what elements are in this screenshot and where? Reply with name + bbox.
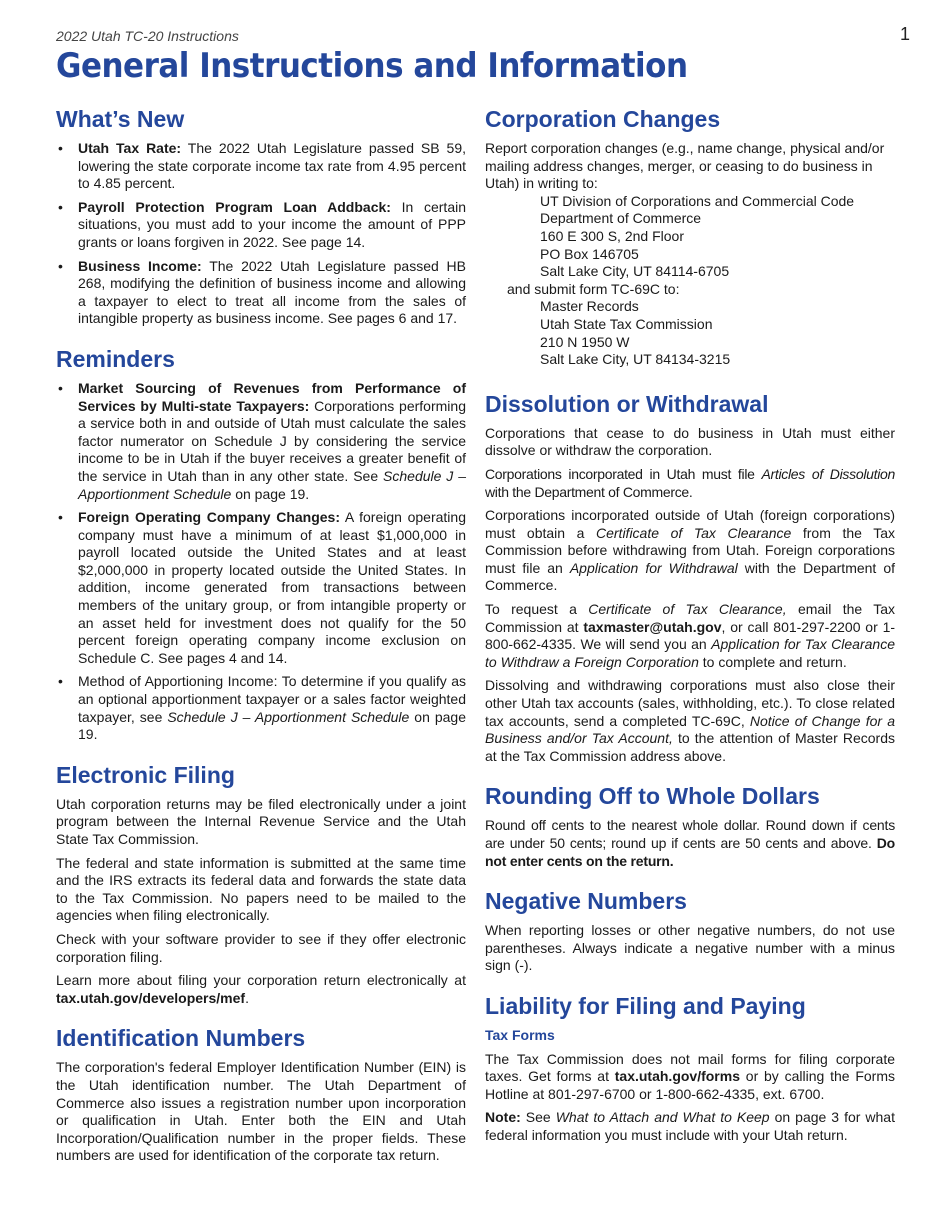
paragraph: Dissolving and withdrawing corporations must also close their other Utah tax accounts (sales, withholding, etc.). To close related tax accounts, send a completed TC-69C, Notice of Change for a Business and/or Tax Account, to the attention of Master Records at the Tax Commission address above. <box>485 677 895 764</box>
left-column <box>56 104 466 1181</box>
paragraph: When reporting losses or other negative numbers, do not use parentheses. Always indicate a negative number with a minus sign (-). <box>485 922 895 974</box>
identification-numbers-section <box>56 1023 466 1165</box>
rounding-section <box>485 781 895 870</box>
paragraph: Corporations that cease to do business in Utah must either dissolve or withdraw the corporation. <box>485 424 895 459</box>
commerce-address: UT Division of Corporations and Commercial Code Department of Commerce 160 E 300 S, 2nd Floor PO Box 146705 Salt Lake City, UT 84114-6705 <box>540 192 855 280</box>
electronic-filing-section <box>56 760 466 1008</box>
paragraph: The federal and state information is submitted at the same time and the IRS extracts its federal data and forwards the state data to the Tax Commission. No papers need to be mailed to the agencies when filing electronically. <box>56 854 466 924</box>
corporation-changes-section <box>485 104 895 369</box>
paragraph: Note: See What to Attach and What to Keep on page 3 for what federal information you must include with your Utah return. <box>485 1109 895 1143</box>
liability-heading: Liability for Filing and Paying <box>485 992 806 1019</box>
paragraph: Corporations incorporated in Utah must file Articles of Dissolution with the Department of Commerce. <box>485 465 895 500</box>
right-column <box>485 104 895 1161</box>
paragraph: The corporation's federal Employer Identification Number (EIN) is the Utah identification number. The Utah Department of Commerce also issues a registration number upon incorporation or qualification in Utah. Enter both the EIN and Utah Incorporation/Qualification number in the proper fields. These numbers are used for identification of the corporate tax return. <box>56 1059 466 1164</box>
liability-section <box>485 991 895 1145</box>
paragraph: Corporations incorporated outside of Utah (foreign corporations) must obtain a Certificate of Tax Clearance from the Tax Commission before withdrawing from Utah. Foreign corporations must file an Application for Withdrawal with the Department of Commerce. <box>485 507 896 594</box>
whats-new-list <box>56 140 466 328</box>
list-item: • Payroll Protection Program Loan Addback: In certain situations, you must add to your income the amount of PPP grants or loans forgiven in 2022. See page 14. <box>58 198 466 250</box>
forms-link[interactable]: tax.utah.gov/forms <box>614 1068 740 1085</box>
and-submit-line: and submit form TC-69C to: <box>507 280 680 297</box>
page-number: 1 <box>899 24 910 44</box>
paragraph: Check with your software provider to see if they offer electronic corporation filing. <box>56 930 466 965</box>
negative-numbers-section <box>485 886 895 975</box>
list-item: • Market Sourcing of Revenues from Performance of Services by Multi-state Taxpayers: Corporations performing a service both in and outside of Utah must calculate the sales factor numerator on Schedule J by considering the service income to be in Utah if the buyer receives a greater benefit of the service in Utah than in any other state. See Schedule J – Apportionment Schedule on page 19. <box>58 379 466 502</box>
electronic-filing-heading: Electronic Filing <box>56 761 235 788</box>
whats-new-section <box>56 104 466 328</box>
list-item: • Business Income: The 2022 Utah Legislature passed HB 268, modifying the definition of business income and allowing a taxpayer to elect to treat all income from the sales of intangible property as business income. See pages 6 and 17. <box>58 257 466 327</box>
running-header: 2022 Utah TC-20 Instructions <box>56 28 239 44</box>
identification-numbers-heading: Identification Numbers <box>56 1025 306 1052</box>
negative-numbers-heading: Negative Numbers <box>485 888 687 915</box>
corporation-changes-heading: Corporation Changes <box>485 106 721 132</box>
paragraph: Learn more about filing your corporation return electronically at tax.utah.gov/developers/mef. <box>56 972 466 1006</box>
list-item: • Foreign Operating Company Changes: A foreign operating company must have a minimum of at least $1,000,000 in payroll located outside the United States and at least $2,000,000 in property located outside the United States. In addition, income generated from transactions between members of the unitary group, or from intangible property or an asset held for investment does not qualify for the 50 percent foreign operating company income exclusion on Schedule C. See pages 4 and 14. <box>58 509 466 666</box>
email-link[interactable]: taxmaster@utah.gov <box>583 618 722 635</box>
paragraph: Report corporation changes (e.g., name change, physical and/or mailing address changes, merger, or ceasing to do business in Utah) in writing to: <box>485 140 885 192</box>
mef-link[interactable]: tax.utah.gov/developers/mef <box>56 989 246 1006</box>
list-item: • Method of Apportioning Income: To determine if you qualify as an optional apportionment taxpayer or a sales factor weighted taxpayer, see Schedule J – Apportionment Schedule on page 19. <box>58 673 466 743</box>
dissolution-section <box>485 389 895 766</box>
reminders-heading: Reminders <box>56 345 175 372</box>
rounding-heading: Rounding Off to Whole Dollars <box>485 783 820 810</box>
reminders-list <box>56 380 466 744</box>
page-title: General Instructions and Information <box>56 46 688 86</box>
paragraph: Utah corporation returns may be filed electronically under a joint program between the Internal Revenue Service and the Utah State Tax Commission. <box>56 795 466 847</box>
dissolution-heading: Dissolution or Withdrawal <box>485 390 769 417</box>
list-item: • Utah Tax Rate: The 2022 Utah Legislature passed SB 59, lowering the state corporate income tax rate from 4.95 percent to 4.85 percent. <box>58 140 466 192</box>
reminders-section <box>56 344 466 744</box>
whats-new-heading: What’s New <box>56 106 185 132</box>
paragraph: The Tax Commission does not mail forms for filing corporate taxes. Get forms at tax.utah.gov/forms or by calling the Forms Hotline at 801-297-6700 or 1-800-662-4335, ext. 6700. <box>485 1050 895 1102</box>
tax-forms-subheading: Tax Forms <box>485 1026 555 1043</box>
paragraph: Round off cents to the nearest whole dollar. Round down if cents are under 50 cents; round up if cents are 50 cents and above. Do not enter cents on the return. <box>485 817 895 869</box>
paragraph: To request a Certificate of Tax Clearance, email the Tax Commission at taxmaster@utah.gov, or call 801-297-2200 or 1-800-662-4335. We will send you an Application for Tax Clearance to Withdraw a Foreign Corporation to complete and return. <box>485 601 896 670</box>
tax-commission-address: Master Records Utah State Tax Commission 210 N 1950 W Salt Lake City, UT 84134-3215 <box>540 298 731 368</box>
